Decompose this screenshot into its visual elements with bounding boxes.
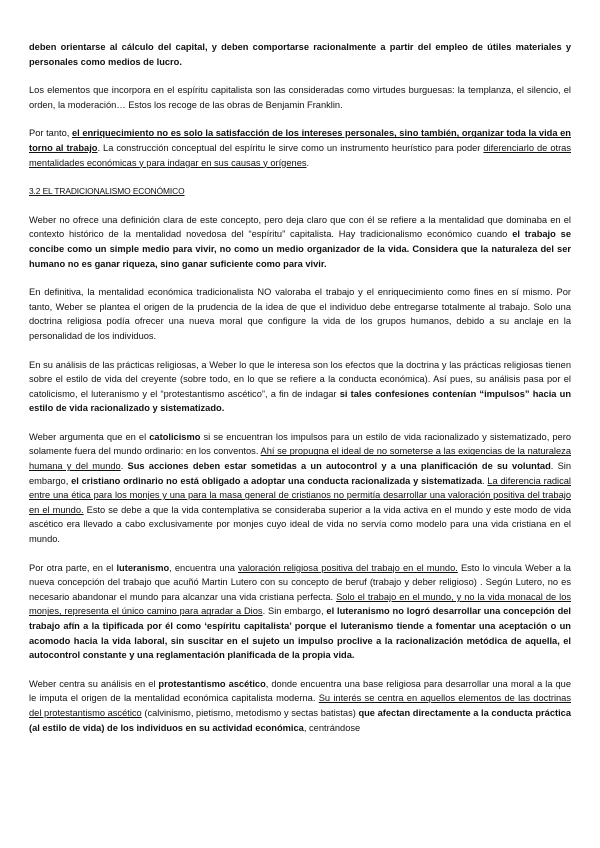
text-run: Weber centra su análisis en el: [29, 678, 159, 689]
text-run: Los elementos que incorpora en el espíritu capitalista son las consideradas como virtudes burguesas: la templanza, el silencio, el orden, la moderación… Estos los recoge de las obras de Benjamin Franklin.: [29, 85, 571, 110]
paragraph-1: [29, 40, 571, 69]
bold-text: protestantismo ascético: [158, 678, 266, 689]
paragraph-3: [29, 126, 571, 170]
underlined-text: La diferencia radical entre una ética para los monjes y una para la masa general de cristianos no permitía desarrollar una valoración positiva del trabajo en el mundo.: [29, 475, 571, 515]
bold-text: el luteranismo no logró desarrollar una concepción del trabajo afín a la tipificada por él como ‘espíritu capitalista’ porque el luteranismo tiende a fomentar una aceptación o un acomodo hacia la vida laboral, sin suscitar en el sujeto un impulso proclive a la racionalización metódica de aquella, el autocontrol constante y una reglamentación planificada de la propia vida.: [29, 606, 572, 661]
bold-text: que afectan directamente a la conducta práctica (al estilo de vida) de los individuos en su actividad económica: [29, 707, 572, 733]
text-run: En definitiva, la mentalidad económica tradicionalista NO valoraba el trabajo y el enriquecimiento como fines en sí mismo. Por tanto, Weber se plantea el origen de la prudencia de la idea de que el individuo debe entregarse totalmente al trabajo. Solo una doctrina religiosa podía ofrecer una nueva moral que configure la vida de los grupos humanos, debido a su anclaje en la personalidad de los individuos.: [29, 287, 571, 341]
paragraph-2: [29, 83, 571, 112]
bold-text: Sus acciones deben estar sometidas a un autocontrol y a una planificación de su voluntad: [127, 461, 551, 472]
paragraph-6: [29, 358, 571, 416]
text-run: Esto se debe a que la vida contemplativa se consideraba superior a la vida activa en el mundo y este modo de vida ascético era llevado a cabo exclusivamente por monjes cuyo ideal de vida no servía como modelo para una vida cristiana en el mundo.: [29, 504, 571, 545]
text-run: . Sin embargo,: [29, 461, 572, 486]
underlined-bold-text: el enriquecimiento no es solo la satisfacción de los intereses personales, sino también, organizar toda la vida en torno al trabajo: [29, 128, 571, 153]
section-heading: 3.2 EL TRADICIONALISMO ECONÓMICO: [29, 186, 185, 197]
bold-text: si tales confesiones contenían “impulsos” hacia un estilo de vida racionalizado y sistematizado.: [29, 388, 571, 414]
text-run: , encuentra una: [169, 562, 238, 573]
text-run: .: [482, 475, 488, 486]
underlined-text: Solo el trabajo en el mundo, y no la vida monacal de los monjes, representa el único camino para agradar a Dios: [29, 591, 572, 617]
bold-text: el trabajo se concibe como un simple medio para vivir, no como un medio organizador de la vida. Considera que la naturaleza del ser humano no es ganar riqueza, sino ganar suficiente como para vivir.: [29, 229, 571, 269]
paragraph-4: [29, 213, 571, 271]
bold-text: el cristiano ordinario no está obligado a adoptar una conducta racionalizada y sistematizada: [71, 475, 483, 486]
paragraph-7: [29, 430, 571, 547]
text-run: si se encuentran los impulsos para un estilo de vida racionalizado y sistematizado, pero solamente fuera del mundo ordinario: en los conventos.: [29, 431, 571, 457]
paragraph-5: [29, 285, 571, 343]
text-run: Por otra parte, en el: [29, 562, 117, 573]
text-run: Weber argumenta que en el: [29, 431, 150, 442]
text-run: (calvinismo, pietismo, metodismo y sectas batistas): [141, 707, 359, 718]
bold-text: catolicismo: [149, 431, 201, 442]
underlined-text: Ahí se propugna el ideal de no someterse a las exigencias de la naturaleza humana y del mundo: [29, 446, 571, 472]
text-run: , centrándose: [303, 722, 361, 733]
text-run: Por tanto,: [29, 128, 72, 139]
text-run: Esto lo vincula Weber a la nueva concepción del trabajo que acuñó Martin Lutero con su concepto de beruf (trabajo y deber religioso) . Según Lutero, no es necesario abandonar el mundo para alcanzar una vida cristiana perfecta.: [29, 562, 571, 602]
text-run: Weber no ofrece una definición clara de este concepto, pero deja claro que con él se refiere a la mentalidad que dominaba en el contexto histórico de la mentalidad novedosa del “espíritu” capitalista. Hay tradicionalismo económico cuando: [29, 214, 571, 240]
text-run: En su análisis de las prácticas religiosas, a Weber lo que le interesa son los efectos que la doctrina y las prácticas religiosas tienen sobre el estilo de vida del creyente (sobre todo, en lo que se refiere a la conducta económica). Así pues, su análisis pasa por el catolicismo, el luteranismo y el “protestantismo ascético”, a fin de indagar: [29, 359, 571, 399]
paragraph-9: [29, 677, 571, 735]
bold-text: deben orientarse al cálculo del capital, y deben comportarse racionalmente a partir del empleo de útiles materiales y personales como medios de lucro.: [29, 42, 571, 67]
text-run: . Sin embargo,: [262, 606, 327, 617]
text-run: .: [120, 461, 128, 472]
underlined-text: valoración religiosa positiva del trabajo en el mundo.: [238, 562, 458, 573]
bold-text: luteranismo: [116, 562, 170, 573]
underlined-text: Su interés se centra en aquellos elementos de las doctrinas del protestantismo ascético: [29, 693, 572, 718]
text-run: . La construcción conceptual del espíritu le sirve como un instrumento heurístico para poder: [97, 142, 484, 153]
text-run: .: [306, 157, 310, 168]
underlined-text: diferenciarlo de otras mentalidades económicas y para indagar en sus causas y orígenes: [29, 142, 572, 168]
text-run: , donde encuentra una base religiosa para desarrollar una moral a la que le imputa el origen de la mentalidad económica capitalista moderna.: [29, 678, 571, 704]
paragraph-8: [29, 561, 571, 663]
